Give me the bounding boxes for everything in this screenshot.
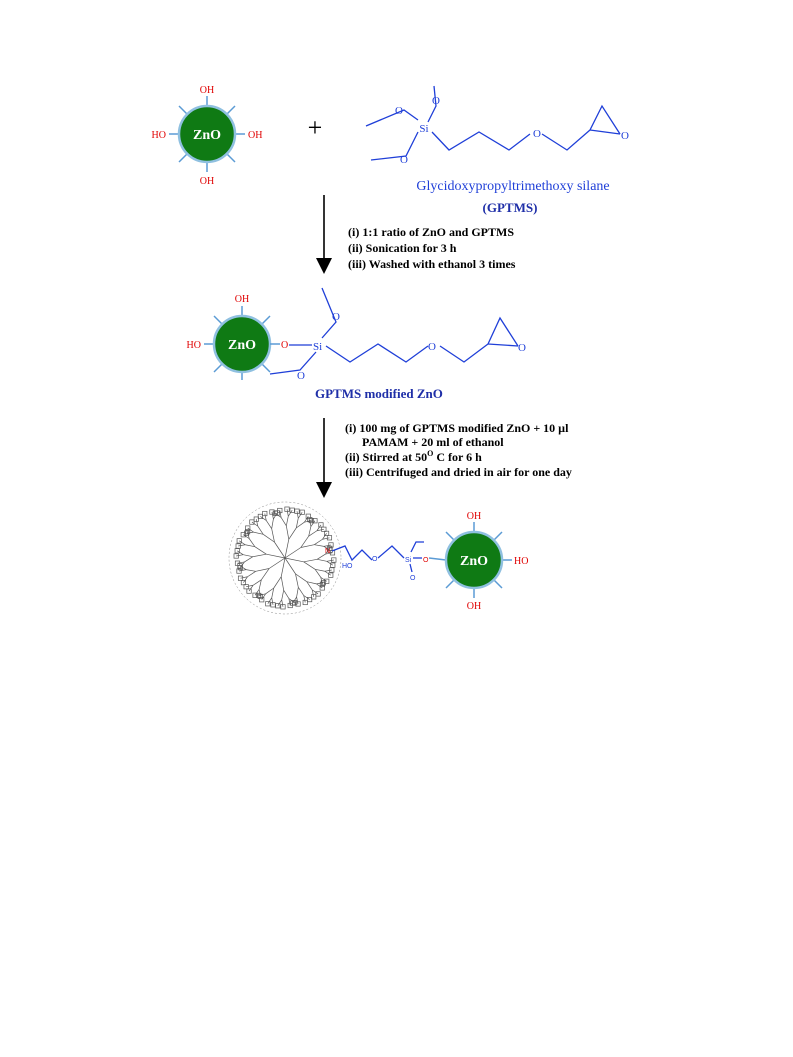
svg-text:ZnO: ZnO <box>227 338 257 353</box>
svg-text:ZnO: ZnO <box>459 554 489 569</box>
svg-text:O: O <box>518 342 526 354</box>
svg-text:O: O <box>395 105 403 117</box>
svg-text:O: O <box>533 128 541 140</box>
svg-text:O: O <box>621 130 629 142</box>
svg-text:O: O <box>297 370 305 382</box>
step2-conditions <box>345 421 572 479</box>
plus-sign: + <box>307 113 323 142</box>
oh-top: OH <box>199 85 215 96</box>
intermediate-zno-particle <box>187 288 526 382</box>
svg-text:PAMAM + 20 ml of ethanol: PAMAM + 20 ml of ethanol <box>362 435 504 449</box>
intermediate-caption: GPTMS modified ZnO <box>315 386 443 401</box>
svg-text:(iii) Centrifuged and dried in: (iii) Centrifuged and dried in air for one day <box>345 465 572 479</box>
svg-text:(ii) Stirred at 50O C for 6 h: (ii) Stirred at $50^O$ C for 6 h <box>345 449 482 464</box>
svg-text:O: O <box>372 556 378 563</box>
svg-text:OH: OH <box>466 601 482 612</box>
svg-text:Si: Si <box>405 557 412 564</box>
product-zno-particle <box>446 511 528 612</box>
svg-text:(iii) Washed with ethanol 3: (iii) Washed with ethanol 3 times <box>348 257 516 271</box>
svg-text:Si: Si <box>313 341 323 353</box>
svg-text:(i) 1:1 ratio of ZnO and GP: (i) 1:1 ratio of ZnO and GPTMS <box>348 225 515 239</box>
reactant-zno-particle <box>152 85 263 187</box>
svg-text:N: N <box>325 548 331 555</box>
svg-text:HO: HO <box>186 340 201 351</box>
zno-label: ZnO <box>192 128 222 143</box>
ho-left: HO <box>151 130 166 141</box>
pamam-dendrimer-icon <box>229 502 341 614</box>
svg-text:O: O <box>432 95 440 107</box>
svg-text:O: O <box>428 341 436 353</box>
svg-text:(i) 100 mg of GPTMS modifie: (i) 100 mg of GPTMS modified ZnO + 10 µl <box>345 421 569 435</box>
product-linker <box>325 542 446 582</box>
svg-text:O: O <box>332 311 340 323</box>
oh-right: OH <box>248 130 263 141</box>
svg-text:HO: HO <box>342 563 353 570</box>
svg-text:OH: OH <box>466 511 482 522</box>
gptms-si: Si <box>419 123 429 135</box>
svg-text:HO: HO <box>514 556 529 567</box>
gptms-molecule <box>366 86 629 166</box>
svg-text:O: O <box>400 154 408 166</box>
svg-text:OH: OH <box>234 294 250 305</box>
oh-bottom: OH <box>199 176 215 187</box>
svg-text:O: O <box>281 340 289 351</box>
gptms-abbr: (GPTMS) <box>482 200 538 215</box>
gptms-name: Glycidoxypropyltrimethoxy silane <box>416 179 610 194</box>
svg-text:(ii) Sonication for 3 h: (ii) Sonication for 3 h <box>348 241 457 255</box>
svg-text:O: O <box>423 557 429 564</box>
svg-text:O: O <box>410 575 416 582</box>
step1-conditions <box>348 225 516 271</box>
